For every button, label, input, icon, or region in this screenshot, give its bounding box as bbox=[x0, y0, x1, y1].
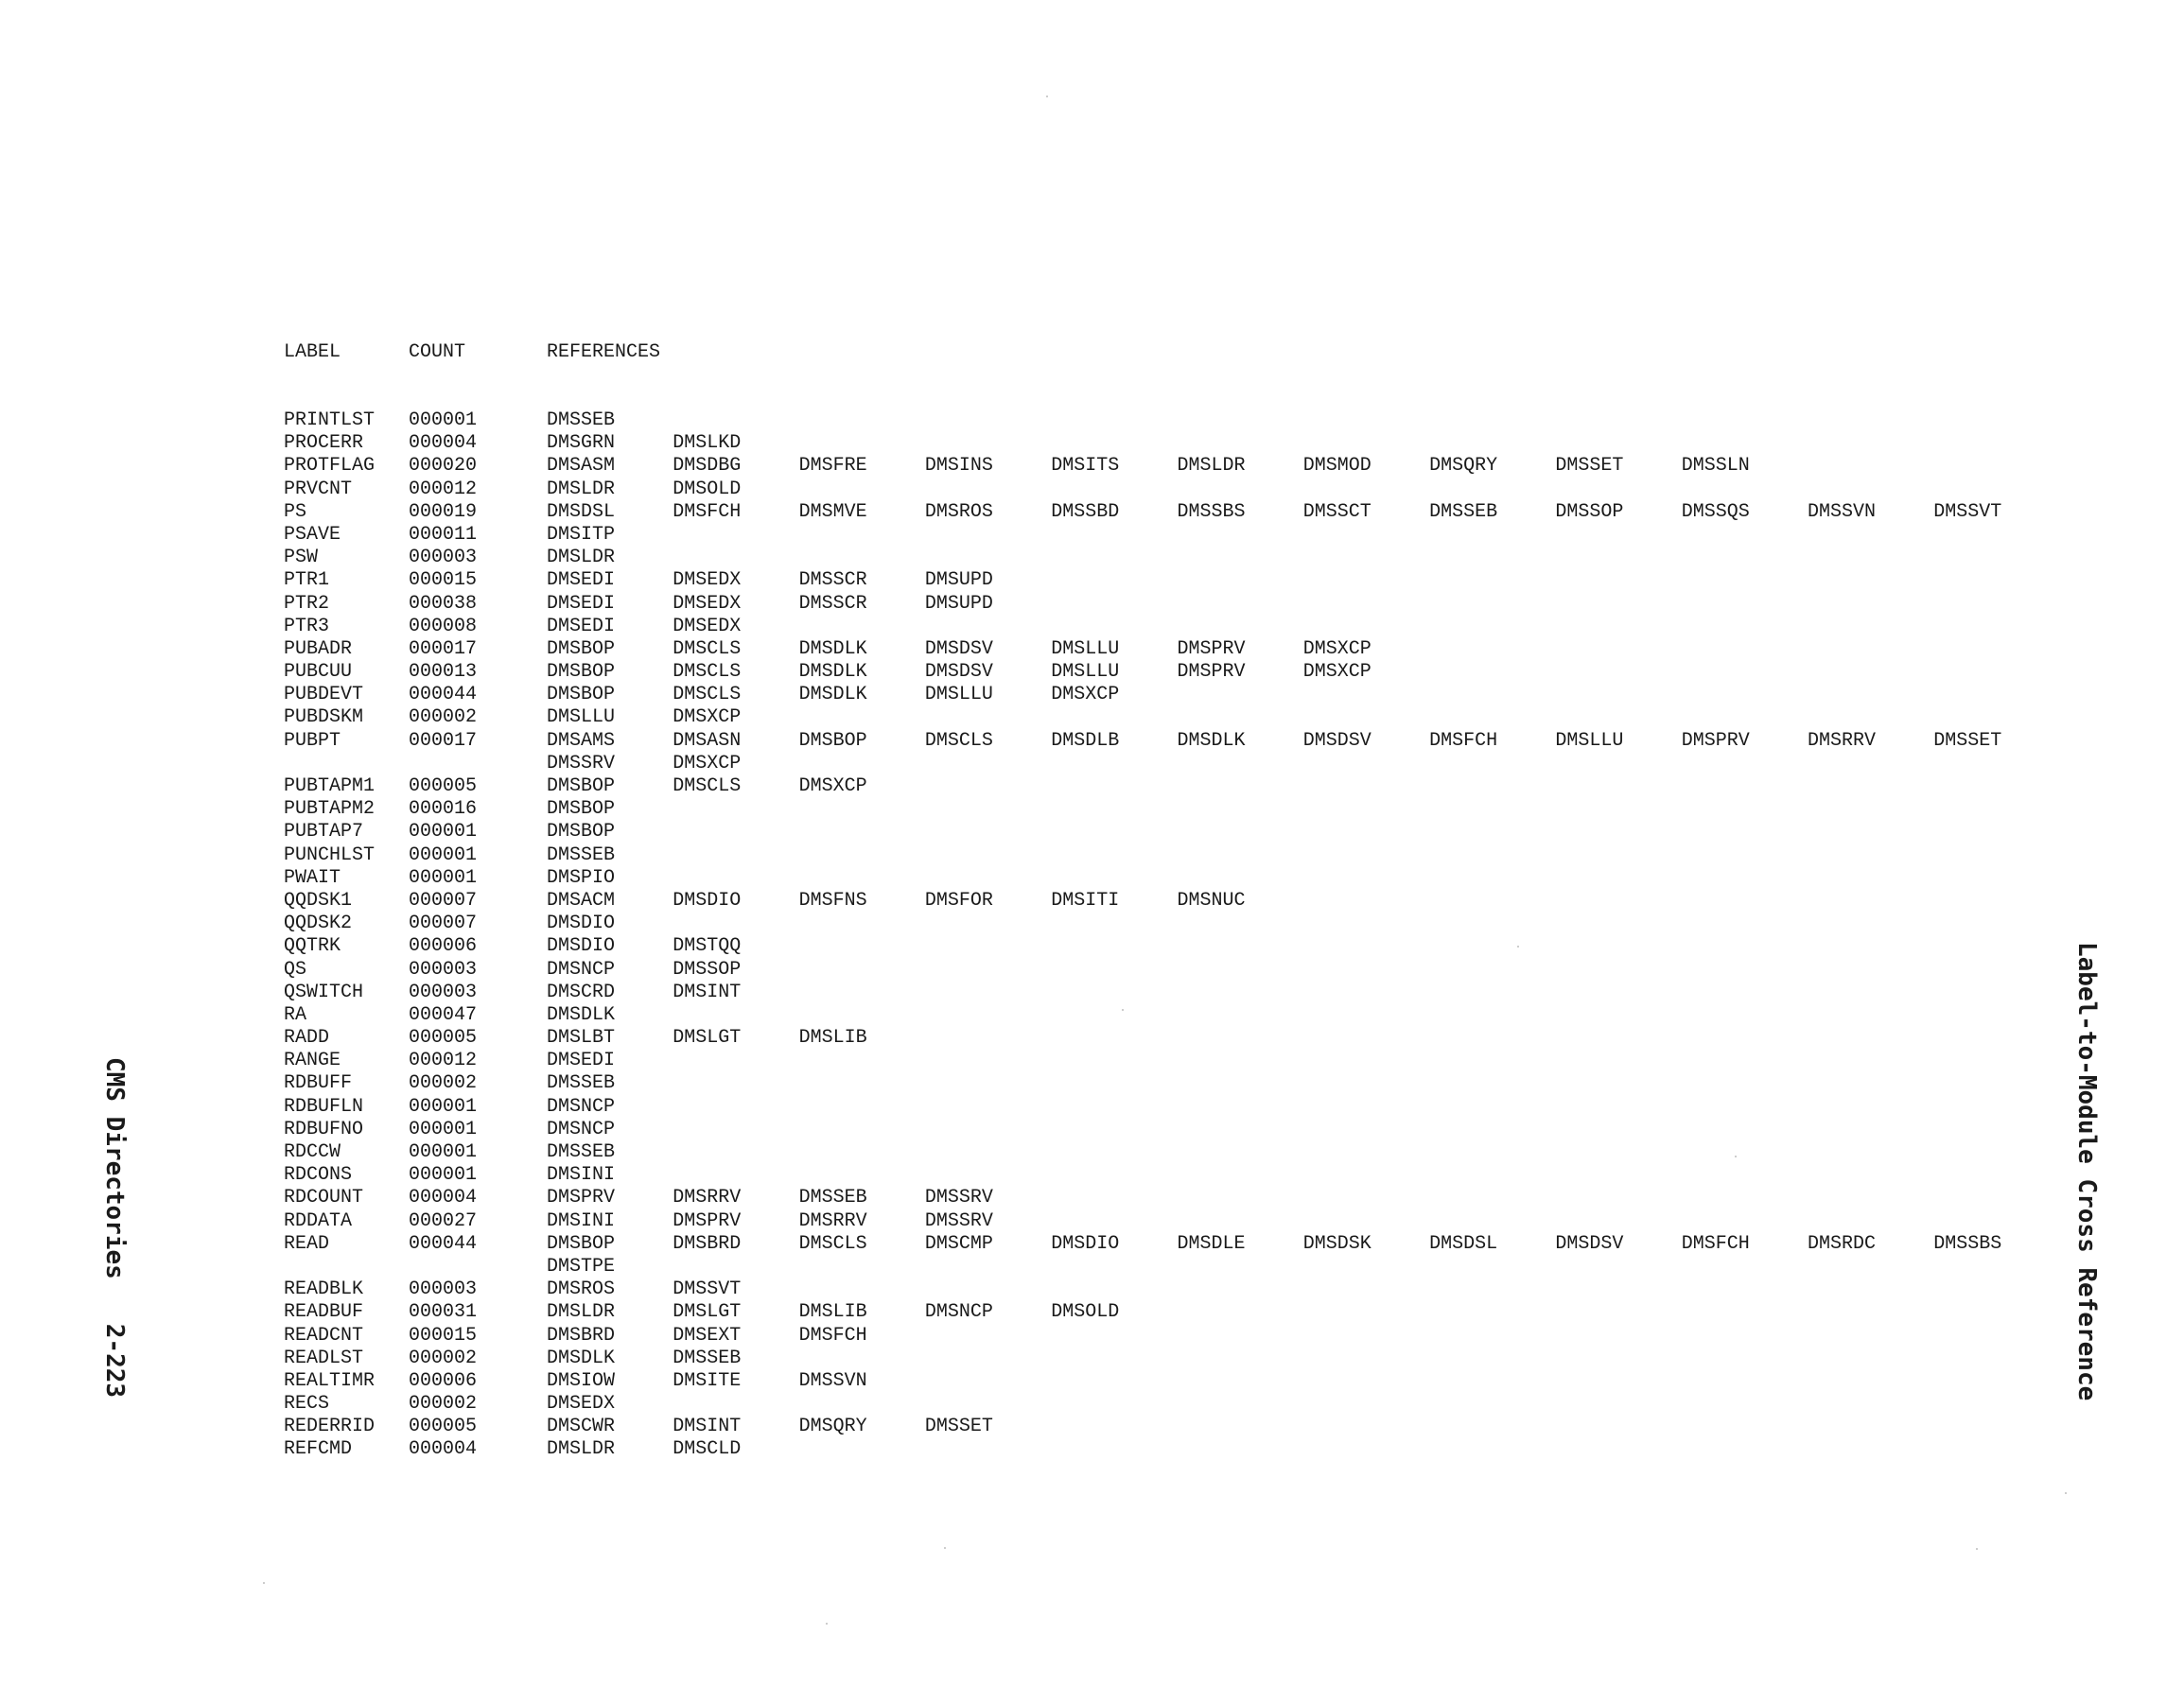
module-reference: DMSEDX bbox=[673, 569, 742, 592]
row-count: 000020 bbox=[409, 455, 478, 478]
module-reference: DMSMVE bbox=[798, 500, 867, 523]
row-label: PWAIT bbox=[284, 866, 341, 889]
module-reference: DMSSET bbox=[1555, 455, 1624, 478]
row-label: PTR3 bbox=[284, 615, 330, 637]
table-row bbox=[284, 798, 2062, 821]
module-reference: DMSNCP bbox=[547, 1095, 616, 1118]
row-label: PSAVE bbox=[284, 523, 341, 546]
scan-speck bbox=[826, 1623, 828, 1625]
module-reference: DMSASM bbox=[547, 455, 616, 478]
table-row bbox=[284, 867, 2062, 890]
module-reference: DMSDLK bbox=[547, 1347, 616, 1369]
module-reference: DMSASN bbox=[673, 729, 742, 752]
row-count: 000017 bbox=[409, 729, 478, 752]
module-reference: DMSLLU bbox=[924, 684, 993, 706]
module-reference: DMSLDR bbox=[1177, 455, 1246, 478]
scan-speck bbox=[1517, 946, 1519, 948]
module-reference: DMSLDR bbox=[547, 547, 616, 569]
row-label: RDBUFNO bbox=[284, 1118, 364, 1140]
module-reference: DMSBOP bbox=[547, 821, 616, 844]
module-reference: DMSCLS bbox=[924, 729, 993, 752]
module-reference: DMSDSK bbox=[1302, 1232, 1372, 1255]
table-row bbox=[284, 409, 2062, 432]
table-row bbox=[284, 569, 2062, 592]
table-row bbox=[284, 593, 2062, 616]
left-margin-caption bbox=[97, 1057, 131, 1464]
module-reference: DMSLIB bbox=[798, 1301, 867, 1324]
module-reference: DMSSQS bbox=[1681, 500, 1750, 523]
row-label: PUBCUU bbox=[284, 661, 353, 684]
table-row bbox=[284, 1096, 2062, 1119]
row-count: 000002 bbox=[409, 1072, 478, 1095]
row-count: 000002 bbox=[409, 1393, 478, 1416]
row-count: 000008 bbox=[409, 615, 478, 637]
module-reference: DMSRDC bbox=[1808, 1232, 1877, 1255]
table-row bbox=[284, 982, 2062, 1004]
table-row bbox=[284, 1072, 2062, 1095]
module-reference: DMSINT bbox=[673, 1416, 742, 1438]
module-reference: DMSLLU bbox=[547, 706, 616, 729]
row-label: RDBUFLN bbox=[284, 1095, 364, 1118]
module-reference: DMSXCP bbox=[673, 752, 742, 774]
row-label: REDERRID bbox=[284, 1416, 376, 1438]
table-row bbox=[284, 1187, 2062, 1209]
table-row bbox=[284, 753, 2062, 775]
module-reference: DMSXCP bbox=[1302, 661, 1372, 684]
table-row bbox=[284, 455, 2062, 478]
module-reference: DMSFCH bbox=[798, 1324, 867, 1347]
row-count: 000001 bbox=[409, 1118, 478, 1140]
scan-speck bbox=[1122, 1009, 1124, 1011]
module-reference: DMSCLS bbox=[673, 637, 742, 660]
table-row bbox=[284, 1348, 2062, 1370]
module-reference: DMSRRV bbox=[1808, 729, 1877, 752]
module-reference: DMSBOP bbox=[798, 729, 867, 752]
module-reference: DMSCRD bbox=[547, 981, 616, 1003]
scan-speck bbox=[944, 1547, 946, 1549]
module-reference: DMSPIO bbox=[547, 866, 616, 889]
module-reference: DMSSVN bbox=[798, 1369, 867, 1392]
module-reference: DMSDIO bbox=[1051, 1232, 1120, 1255]
row-count: 000015 bbox=[409, 569, 478, 592]
module-reference: DMSLLU bbox=[1051, 661, 1120, 684]
row-label: PUBDSKM bbox=[284, 706, 364, 729]
module-reference: DMSDIO bbox=[547, 935, 616, 958]
row-label: RA bbox=[284, 1003, 307, 1026]
module-reference: DMSSRV bbox=[547, 752, 616, 774]
references-column-header: REFERENCES bbox=[547, 341, 661, 363]
row-label: READLST bbox=[284, 1347, 364, 1369]
table-row bbox=[284, 1119, 2062, 1141]
cross-reference-table bbox=[284, 409, 2062, 1462]
module-reference: DMSBOP bbox=[547, 1232, 616, 1255]
module-reference: DMSSEB bbox=[1429, 500, 1498, 523]
table-row bbox=[284, 1325, 2062, 1348]
module-reference: DMSSCR bbox=[798, 569, 867, 592]
module-reference: DMSSVT bbox=[673, 1278, 742, 1301]
row-label: PRVCNT bbox=[284, 478, 353, 500]
module-reference: DMSBOP bbox=[547, 637, 616, 660]
row-count: 000001 bbox=[409, 866, 478, 889]
row-count: 000038 bbox=[409, 592, 478, 615]
row-count: 000016 bbox=[409, 798, 478, 821]
module-reference: DMSUPD bbox=[924, 592, 993, 615]
scan-speck bbox=[263, 1582, 265, 1584]
module-reference: DMSOLD bbox=[673, 478, 742, 500]
row-count: 000001 bbox=[409, 844, 478, 866]
row-label: PTR2 bbox=[284, 592, 330, 615]
module-reference: DMSCLD bbox=[673, 1438, 742, 1461]
module-reference: DMSITI bbox=[1051, 889, 1120, 912]
module-reference: DMSSBS bbox=[1177, 500, 1246, 523]
page-caption-cms-directories: CMS Directories 2-223 bbox=[100, 1057, 129, 1399]
row-count: 000012 bbox=[409, 1050, 478, 1072]
row-label: PROTFLAG bbox=[284, 455, 376, 478]
row-count: 000001 bbox=[409, 821, 478, 844]
row-label: PUNCHLST bbox=[284, 844, 376, 866]
module-reference: DMSSRV bbox=[924, 1209, 993, 1232]
row-label: RDCOUNT bbox=[284, 1187, 364, 1209]
module-reference: DMSITE bbox=[673, 1369, 742, 1392]
module-reference: DMSNCP bbox=[924, 1301, 993, 1324]
table-row bbox=[284, 1301, 2062, 1324]
module-reference: DMSPRV bbox=[1681, 729, 1750, 752]
row-count: 000001 bbox=[409, 1164, 478, 1187]
module-reference: DMSINI bbox=[547, 1209, 616, 1232]
module-reference: DMSDLK bbox=[798, 637, 867, 660]
module-reference: DMSCLS bbox=[673, 775, 742, 797]
row-count: 000005 bbox=[409, 1416, 478, 1438]
module-reference: DMSDSL bbox=[547, 500, 616, 523]
right-margin-caption bbox=[2070, 942, 2104, 1462]
module-reference: DMSEDI bbox=[547, 615, 616, 637]
row-count: 000044 bbox=[409, 1232, 478, 1255]
module-reference: DMSDLK bbox=[547, 1003, 616, 1026]
module-reference: DMSRRV bbox=[798, 1209, 867, 1232]
module-reference: DMSNCP bbox=[547, 958, 616, 981]
module-reference: DMSSCR bbox=[798, 592, 867, 615]
module-reference: DMSDBG bbox=[673, 455, 742, 478]
table-row bbox=[284, 638, 2062, 661]
module-reference: DMSNUC bbox=[1177, 889, 1246, 912]
row-label: RDCONS bbox=[284, 1164, 353, 1187]
module-reference: DMSGRN bbox=[547, 432, 616, 455]
module-reference: DMSITP bbox=[547, 523, 616, 546]
table-row bbox=[284, 616, 2062, 638]
row-label: PUBTAPM1 bbox=[284, 775, 376, 797]
row-label: QQDSK1 bbox=[284, 889, 353, 912]
module-reference: DMSFCH bbox=[1429, 729, 1498, 752]
module-reference: DMSROS bbox=[547, 1278, 616, 1301]
module-reference: DMSFCH bbox=[1681, 1232, 1750, 1255]
module-reference: DMSEDI bbox=[547, 569, 616, 592]
module-reference: DMSBOP bbox=[547, 661, 616, 684]
module-reference: DMSDSV bbox=[1555, 1232, 1624, 1255]
row-count: 000002 bbox=[409, 706, 478, 729]
row-label: RANGE bbox=[284, 1050, 341, 1072]
module-reference: DMSCMP bbox=[924, 1232, 993, 1255]
module-reference: DMSSBD bbox=[1051, 500, 1120, 523]
row-label: PUBDEVT bbox=[284, 684, 364, 706]
table-row bbox=[284, 1416, 2062, 1438]
row-count: 000005 bbox=[409, 775, 478, 797]
module-reference: DMSPRV bbox=[1177, 661, 1246, 684]
module-reference: DMSDLE bbox=[1177, 1232, 1246, 1255]
module-reference: DMSLDR bbox=[547, 1301, 616, 1324]
row-count: 000044 bbox=[409, 684, 478, 706]
module-reference: DMSSRV bbox=[924, 1187, 993, 1209]
module-reference: DMSDSV bbox=[924, 637, 993, 660]
row-label: READBLK bbox=[284, 1278, 364, 1301]
row-count: 000004 bbox=[409, 432, 478, 455]
module-reference: DMSFRE bbox=[798, 455, 867, 478]
module-reference: DMSLLU bbox=[1051, 637, 1120, 660]
module-reference: DMSSVN bbox=[1808, 500, 1877, 523]
table-row bbox=[284, 1050, 2062, 1072]
module-reference: DMSSET bbox=[1933, 729, 2002, 752]
module-reference: DMSLDR bbox=[547, 1438, 616, 1461]
module-reference: DMSDLK bbox=[798, 661, 867, 684]
row-count: 000007 bbox=[409, 889, 478, 912]
module-reference: DMSDLK bbox=[798, 684, 867, 706]
row-label: PUBADR bbox=[284, 637, 353, 660]
module-reference: DMSDLB bbox=[1051, 729, 1120, 752]
row-label: READ bbox=[284, 1232, 330, 1255]
module-reference: DMSCLS bbox=[798, 1232, 867, 1255]
table-row bbox=[284, 524, 2062, 547]
table-row bbox=[284, 1027, 2062, 1050]
table-row bbox=[284, 478, 2062, 501]
module-reference: DMSSOP bbox=[673, 958, 742, 981]
module-reference: DMSDLK bbox=[1177, 729, 1246, 752]
module-reference: DMSLBT bbox=[547, 1027, 616, 1050]
module-reference: DMSUPD bbox=[924, 569, 993, 592]
module-reference: DMSBOP bbox=[547, 798, 616, 821]
table-row bbox=[284, 1438, 2062, 1461]
module-reference: DMSSEB bbox=[673, 1347, 742, 1369]
module-reference: DMSFNS bbox=[798, 889, 867, 912]
row-label: PSW bbox=[284, 547, 319, 569]
table-row bbox=[284, 1370, 2062, 1393]
row-label: RDDATA bbox=[284, 1209, 353, 1232]
module-reference: DMSROS bbox=[924, 500, 993, 523]
row-count: 000017 bbox=[409, 637, 478, 660]
module-reference: DMSCWR bbox=[547, 1416, 616, 1438]
row-label: RDCCW bbox=[284, 1141, 341, 1163]
table-row bbox=[284, 706, 2062, 729]
module-reference: DMSDIO bbox=[673, 889, 742, 912]
module-reference: DMSSVT bbox=[1933, 500, 2002, 523]
module-reference: DMSSEB bbox=[547, 1141, 616, 1163]
row-label: QS bbox=[284, 958, 307, 981]
module-reference: DMSXCP bbox=[1051, 684, 1120, 706]
row-label: RECS bbox=[284, 1393, 330, 1416]
scan-speck bbox=[1046, 96, 1048, 97]
module-reference: DMSSEB bbox=[798, 1187, 867, 1209]
row-label: PUBTAPM2 bbox=[284, 798, 376, 821]
row-count: 000003 bbox=[409, 981, 478, 1003]
scan-speck bbox=[1976, 1548, 1978, 1550]
module-reference: DMSBOP bbox=[547, 775, 616, 797]
table-row bbox=[284, 844, 2062, 867]
row-count: 000003 bbox=[409, 958, 478, 981]
module-reference: DMSINT bbox=[673, 981, 742, 1003]
count-column-header: COUNT bbox=[409, 341, 466, 363]
module-reference: DMSSOP bbox=[1555, 500, 1624, 523]
row-count: 000006 bbox=[409, 1369, 478, 1392]
module-reference: DMSXCP bbox=[673, 706, 742, 729]
row-label: PUBPT bbox=[284, 729, 341, 752]
table-row bbox=[284, 1393, 2062, 1416]
row-label: PTR1 bbox=[284, 569, 330, 592]
table-row bbox=[284, 959, 2062, 982]
module-reference: DMSXCP bbox=[1302, 637, 1372, 660]
module-reference: DMSDSV bbox=[924, 661, 993, 684]
row-label: READBUF bbox=[284, 1301, 364, 1324]
module-reference: DMSXCP bbox=[798, 775, 867, 797]
table-row bbox=[284, 1256, 2062, 1278]
module-reference: DMSQRY bbox=[798, 1416, 867, 1438]
scan-speck bbox=[1735, 1156, 1737, 1157]
module-reference: DMSBOP bbox=[547, 684, 616, 706]
module-reference: DMSEDX bbox=[547, 1393, 616, 1416]
module-reference: DMSPRV bbox=[547, 1187, 616, 1209]
row-label: PRINTLST bbox=[284, 409, 376, 431]
row-count: 000001 bbox=[409, 409, 478, 431]
module-reference: DMSBRD bbox=[547, 1324, 616, 1347]
row-count: 000005 bbox=[409, 1027, 478, 1050]
module-reference: DMSSCT bbox=[1302, 500, 1372, 523]
module-reference: DMSSET bbox=[924, 1416, 993, 1438]
table-row bbox=[284, 1141, 2062, 1164]
module-reference: DMSBRD bbox=[673, 1232, 742, 1255]
module-reference: DMSLLU bbox=[1555, 729, 1624, 752]
module-reference: DMSTQQ bbox=[673, 935, 742, 958]
row-count: 000002 bbox=[409, 1347, 478, 1369]
section-title: Label-to-Module Cross Reference bbox=[2072, 942, 2101, 1401]
row-label: READCNT bbox=[284, 1324, 364, 1347]
row-label: QQTRK bbox=[284, 935, 341, 958]
table-row bbox=[284, 1278, 2062, 1301]
row-count: 000007 bbox=[409, 913, 478, 935]
row-count: 000004 bbox=[409, 1438, 478, 1461]
row-count: 000013 bbox=[409, 661, 478, 684]
module-reference: DMSRRV bbox=[673, 1187, 742, 1209]
table-row bbox=[284, 935, 2062, 958]
row-count: 000047 bbox=[409, 1003, 478, 1026]
row-label: REFCMD bbox=[284, 1438, 353, 1461]
row-count: 000001 bbox=[409, 1095, 478, 1118]
module-reference: DMSEDI bbox=[547, 592, 616, 615]
module-reference: DMSOLD bbox=[1051, 1301, 1120, 1324]
module-reference: DMSDIO bbox=[547, 913, 616, 935]
row-label: PROCERR bbox=[284, 432, 364, 455]
module-reference: DMSTPE bbox=[547, 1255, 616, 1278]
module-reference: DMSPRV bbox=[1177, 637, 1246, 660]
row-count: 000011 bbox=[409, 523, 478, 546]
row-count: 000004 bbox=[409, 1187, 478, 1209]
module-reference: DMSSEB bbox=[547, 844, 616, 866]
table-row bbox=[284, 1210, 2062, 1233]
module-reference: DMSLGT bbox=[673, 1027, 742, 1050]
table-row bbox=[284, 775, 2062, 798]
module-reference: DMSCLS bbox=[673, 684, 742, 706]
module-reference: DMSACM bbox=[547, 889, 616, 912]
module-reference: DMSLIB bbox=[798, 1027, 867, 1050]
table-row bbox=[284, 501, 2062, 524]
row-count: 000027 bbox=[409, 1209, 478, 1232]
module-reference: DMSFOR bbox=[924, 889, 993, 912]
row-label: RDBUFF bbox=[284, 1072, 353, 1095]
module-reference: DMSPRV bbox=[673, 1209, 742, 1232]
module-reference: DMSAMS bbox=[547, 729, 616, 752]
module-reference: DMSSEB bbox=[547, 1072, 616, 1095]
module-reference: DMSSLN bbox=[1681, 455, 1750, 478]
row-label: PS bbox=[284, 500, 307, 523]
row-count: 000003 bbox=[409, 1278, 478, 1301]
row-label: PUBTAP7 bbox=[284, 821, 364, 844]
table-row bbox=[284, 1233, 2062, 1256]
module-reference: DMSINS bbox=[924, 455, 993, 478]
table-row bbox=[284, 547, 2062, 569]
module-reference: DMSCLS bbox=[673, 661, 742, 684]
module-reference: DMSIOW bbox=[547, 1369, 616, 1392]
table-row bbox=[284, 661, 2062, 684]
module-reference: DMSSBS bbox=[1933, 1232, 2002, 1255]
row-count: 000003 bbox=[409, 547, 478, 569]
table-row bbox=[284, 1164, 2062, 1187]
row-label: RADD bbox=[284, 1027, 330, 1050]
row-label: QSWITCH bbox=[284, 981, 364, 1003]
table-row bbox=[284, 821, 2062, 844]
module-reference: DMSQRY bbox=[1429, 455, 1498, 478]
module-reference: DMSFCH bbox=[673, 500, 742, 523]
label-column-header: LABEL bbox=[284, 341, 341, 363]
table-row bbox=[284, 730, 2062, 753]
table-row bbox=[284, 890, 2062, 913]
row-count: 000031 bbox=[409, 1301, 478, 1324]
module-reference: DMSLDR bbox=[547, 478, 616, 500]
module-reference: DMSLKD bbox=[673, 432, 742, 455]
table-row bbox=[284, 432, 2062, 455]
table-row bbox=[284, 913, 2062, 935]
module-reference: DMSNCP bbox=[547, 1118, 616, 1140]
module-reference: DMSEDX bbox=[673, 615, 742, 637]
row-count: 000006 bbox=[409, 935, 478, 958]
scan-speck bbox=[2065, 1492, 2067, 1494]
module-reference: DMSEDX bbox=[673, 592, 742, 615]
module-reference: DMSEXT bbox=[673, 1324, 742, 1347]
row-count: 000019 bbox=[409, 500, 478, 523]
row-label: REALTIMR bbox=[284, 1369, 376, 1392]
module-reference: DMSEDI bbox=[547, 1050, 616, 1072]
row-label: QQDSK2 bbox=[284, 913, 353, 935]
row-count: 000015 bbox=[409, 1324, 478, 1347]
row-count: 000012 bbox=[409, 478, 478, 500]
module-reference: DMSSEB bbox=[547, 409, 616, 431]
row-count: 000001 bbox=[409, 1141, 478, 1163]
table-row bbox=[284, 684, 2062, 706]
module-reference: DMSDSV bbox=[1302, 729, 1372, 752]
module-reference: DMSLGT bbox=[673, 1301, 742, 1324]
module-reference: DMSITS bbox=[1051, 455, 1120, 478]
module-reference: DMSDSL bbox=[1429, 1232, 1498, 1255]
module-reference: DMSINI bbox=[547, 1164, 616, 1187]
table-row bbox=[284, 1004, 2062, 1027]
module-reference: DMSMOD bbox=[1302, 455, 1372, 478]
